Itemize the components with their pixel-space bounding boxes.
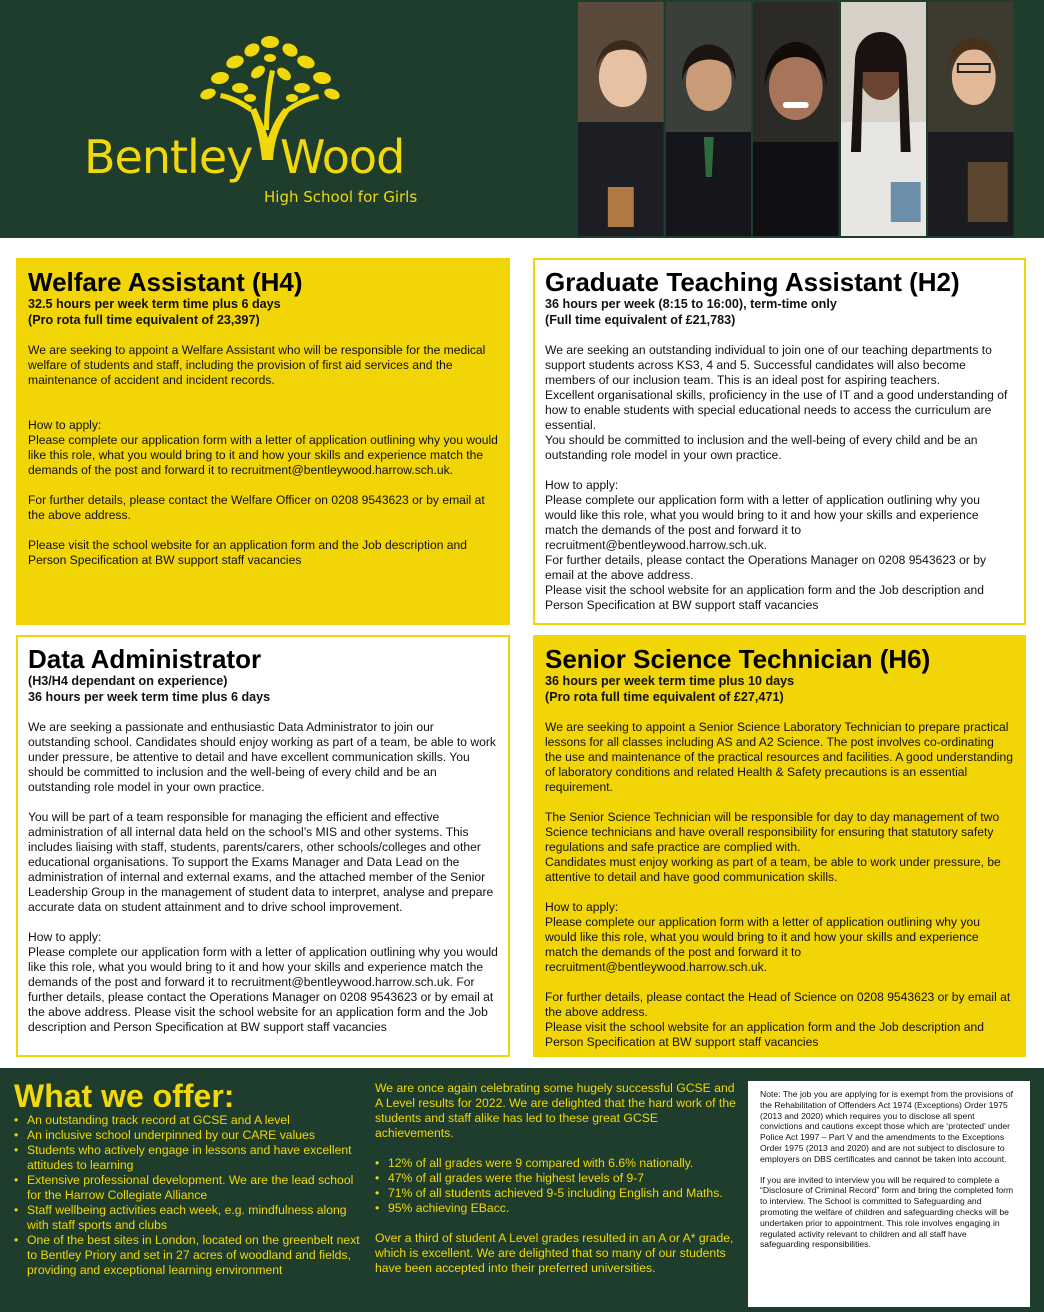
how-to-apply-text: Please complete our application form with a letter of application outlining why you would like this role, what you would bring to it and how your skills and experience match the demands of the post and forward it to recruitment@bentleywood.harrow.sch.uk. For further details, please contact the Operations Manager on 0208 9543623 or by email at the above address. Please visit the school website for an application form and the Job description and Person Specification at BW support staff vacancies <box>28 945 498 1034</box>
legal-note-safeguarding: If you are invited to interview you will be required to complete a “Disclosure of Criminal Record” form and bring the completed form to interview. The School is committed to Safeguarding and promoting the welfare of children and safeguarding checks will be undertaken prior to appointment. This role involves engaging in regulated activity relevant to children and all staff have safeguarding responsibilities. <box>760 1174 1014 1250</box>
results-intro: We are once again celebrating some hugely successful GCSE and A Level results for 2022. We are delighted that the hard work of the students and staff alike has led to these great GCSE achievements. <box>375 1081 736 1140</box>
header-banner <box>0 0 1044 238</box>
job-description: We are seeking to appoint a Senior Science Laboratory Technician to prepare practical lessons for all classes including AS and A2 Science. The post involves co-ordinating the use and maintenance of the practical resources and facilities. A good understanding of laboratory conditions and related Health & Safety precautions is an essential requirement. <box>545 720 1013 794</box>
job-contact: For further details, please contact the Operations Manager on 0208 9543623 or by email at the above address. <box>545 553 987 582</box>
job-graduate-teaching-assistant <box>533 258 1026 625</box>
student-photo-5 <box>928 2 1014 236</box>
job-salary: (Pro rota full time equivalent of 23,397) <box>28 313 260 327</box>
job-title: Welfare Assistant (H4) <box>28 267 303 297</box>
job-requirements: Excellent organisational skills, proficiency in the use of IT and a good understanding of how to enable students with special educational needs to access the curriculum are essential. <box>545 388 1008 432</box>
job-responsibilities: The Senior Science Technician will be responsible for day to day management of two Science technicians and have overall responsibility for ensuring that statutory safety regulations and safe practice are complied with. <box>545 810 1000 854</box>
job-website-info: Please visit the school website for an application form and the Job description and Person Specification at BW support staff vacancies <box>545 1020 984 1049</box>
list-item: • One of the best sites in London, located on the greenbelt next to Bentley Priory and set in 27 acres of woodland and fields, providing and exceptional learning environment <box>14 1233 364 1278</box>
list-item: • Staff wellbeing activities each week, e.g. mindfulness along with staff sports and clubs <box>14 1203 364 1233</box>
student-photo-1 <box>578 2 664 236</box>
job-requirements: Candidates must enjoy working as part of a team, be able to work under pressure, be attentive to detail and have good communication skills. <box>545 855 1001 884</box>
student-photo-4 <box>841 2 927 236</box>
job-senior-science-technician <box>533 635 1026 1057</box>
job-contact: For further details, please contact the Welfare Officer on 0208 9543623 or by email at the above address. <box>28 493 485 522</box>
list-item: • 71% of all students achieved 9-5 including English and Maths. <box>375 1186 737 1201</box>
results-list <box>375 1156 737 1216</box>
how-to-apply-heading: How to apply: <box>545 478 619 492</box>
job-data-administrator <box>16 635 510 1057</box>
job-contact: For further details, please contact the Head of Science on 0208 9543623 or by email at the above address. <box>545 990 1011 1019</box>
job-grade: (H3/H4 dependant on experience) <box>28 674 228 688</box>
job-description: We are seeking an outstanding individual to join one of our teaching departments to support students across KS3, 4 and 5. Successful candidates will also become members of our inclusion team. This is an ideal post for aspiring teachers. <box>545 343 992 387</box>
job-hours: 36 hours per week term time plus 10 days <box>545 674 795 688</box>
job-responsibilities: You will be part of a team responsible for managing the efficient and effective administration of all internal data held on the school’s MIS and other systems. This includes liaising with staff, students, parents/carers, other schools/colleges and other educational organisations. To support the Exams Manager and Data Lead on the administration of internal and external exams, and the attached member of the Senior Leadership Group in the management of student data to interpret, analyse and prepare accurate data on student attainment and to drive school improvement. <box>28 810 494 914</box>
how-to-apply-heading: How to apply: <box>28 418 102 432</box>
job-commitment: You should be committed to inclusion and the well-being of every child and be an outstanding role model in your own practice. <box>545 433 978 462</box>
how-to-apply-heading: How to apply: <box>545 900 619 914</box>
how-to-apply-text: Please complete our application form with a letter of application outlining why you would like this role, what you would bring to it and how your skills and experience match the demands of the post and forward it to recruitment@bentleywood.harrow.sch.uk. <box>545 915 980 974</box>
job-welfare-assistant <box>16 258 510 625</box>
job-salary: (Full time equivalent of £21,783) <box>545 313 736 327</box>
list-item: • Students who actively engage in lessons and have excellent attitudes to learning <box>14 1143 364 1173</box>
logo-subtitle: High School for Girls <box>264 188 418 206</box>
offer-list <box>14 1113 364 1278</box>
job-website-info: Please visit the school website for an application form and the Job description and Person Specification at BW support staff vacancies <box>545 583 984 612</box>
job-description: We are seeking to appoint a Welfare Assistant who will be responsible for the medical welfare of students and staff, including the provision of first aid services and the maintenance of accident and incident records. <box>28 343 486 387</box>
results-outro: Over a third of student A Level grades resulted in an A or A* grade, which is excellent. We are delighted that so many of our students have been accepted into their preferred universities. <box>375 1231 734 1275</box>
job-hours: 36 hours per week term time plus 6 days <box>28 690 271 704</box>
how-to-apply-heading: How to apply: <box>28 930 102 944</box>
list-item: • An inclusive school underpinned by our CARE values <box>14 1128 364 1143</box>
job-website-info: Please visit the school website for an application form and the Job description and Person Specification at BW support staff vacancies <box>28 538 467 567</box>
student-photo-3 <box>753 2 839 236</box>
job-hours: 36 hours per week (8:15 to 16:00), term-time only <box>545 297 837 311</box>
logo-name-left: Bentley <box>84 130 253 184</box>
list-item: • Extensive professional development. We are the lead school for the Harrow Collegiate Alliance <box>14 1173 364 1203</box>
legal-note-box <box>748 1081 1030 1307</box>
logo-wordmark <box>84 130 405 184</box>
list-item: • An outstanding track record at GCSE and A level <box>14 1113 364 1128</box>
school-logo <box>80 30 450 210</box>
how-to-apply-text: Please complete our application form with a letter of application outlining why you would like this role, what you would bring to it and how your skills and experience match the demands of the post and forward it to recruitment@bentleywood.harrow.sch.uk. <box>545 493 980 552</box>
job-salary: (Pro rota full time equivalent of £27,471) <box>545 690 784 704</box>
offer-title: What we offer: <box>14 1078 235 1114</box>
job-title: Senior Science Technician (H6) <box>545 644 931 674</box>
logo-name-right: Wood <box>280 130 405 184</box>
student-photo-strip <box>578 2 1014 236</box>
job-title: Graduate Teaching Assistant (H2) <box>545 267 960 297</box>
footer-section <box>0 1068 1044 1312</box>
results-section <box>375 1081 737 1276</box>
list-item: • 12% of all grades were 9 compared with 6.6% nationally. <box>375 1156 737 1171</box>
legal-note-rehabilitation: Note: The job you are applying for is exempt from the provisions of the Rehabilitation of Offenders Act 1974 (Exceptions) Order 1975 (2013 and 2020) which requires you to disclose all spent convictions and cautions except those which are ‘protected’ under Police Act 1997 – Part V and the amendments to the Exceptions Order 1975 (2013 and 2020) and are not subject to disclosure to employers on DBS certificates and cannot be taken into account. <box>760 1089 1014 1164</box>
list-item: • 47% of all grades were the highest levels of 9-7 <box>375 1171 737 1186</box>
list-item: • 95% achieving EBacc. <box>375 1201 737 1216</box>
student-photo-2 <box>666 2 752 236</box>
job-hours: 32.5 hours per week term time plus 6 days <box>28 297 281 311</box>
how-to-apply-text: Please complete our application form with a letter of application outlining why you would like this role, what you would bring to it and how your skills and experience match the demands of the post and forward it to recruitment@bentleywood.harrow.sch.uk. <box>28 433 498 477</box>
job-description: We are seeking a passionate and enthusiastic Data Administrator to join our outstanding school. Candidates should enjoy working as part of a team, be able to work under pressure, be attentive to detail and have excellent communication skills. You should be committed to inclusion and the well-being of every child and be an outstanding role model in your own practice. <box>28 720 496 794</box>
job-title: Data Administrator <box>28 644 262 674</box>
